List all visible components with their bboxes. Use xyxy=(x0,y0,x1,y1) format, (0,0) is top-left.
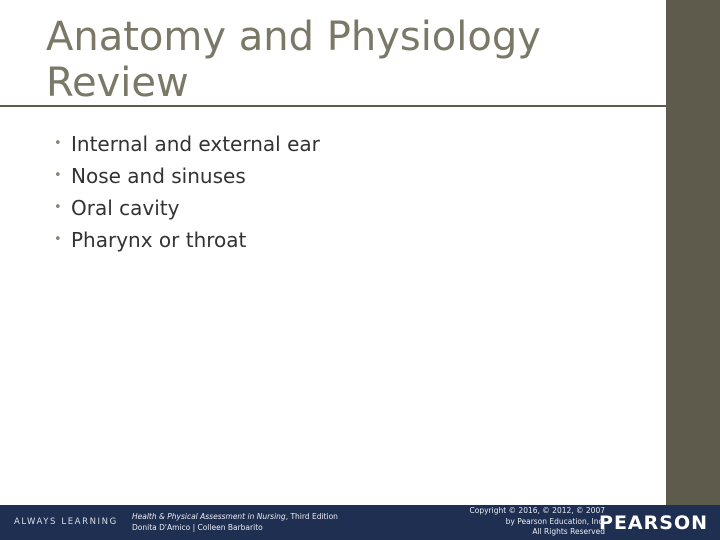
book-title: Health & Physical Assessment in Nursing xyxy=(132,512,286,521)
bullet-text: Nose and sinuses xyxy=(71,164,246,188)
copyright-line-2: by Pearson Education, Inc. xyxy=(505,516,605,526)
pearson-logo: PEARSON xyxy=(599,512,708,534)
footer-bar xyxy=(0,505,720,540)
bullet-list xyxy=(50,128,320,256)
book-authors: Donita D'Amico | Colleen Barbarito xyxy=(132,523,263,532)
copyright-line-1: Copyright © 2016, © 2012, © 2007 xyxy=(469,506,605,515)
bullet-item xyxy=(50,224,320,256)
book-edition: , Third Edition xyxy=(285,512,338,521)
side-accent-bar xyxy=(666,0,720,505)
bullet-icon: • xyxy=(54,200,62,215)
copyright-notice xyxy=(470,506,605,538)
bullet-icon: • xyxy=(54,232,62,247)
copyright-line-3: All Rights Reserved xyxy=(532,527,605,536)
bullet-text: Pharynx or throat xyxy=(71,228,247,252)
book-citation xyxy=(132,511,338,533)
slide-title-line-1: Anatomy and Physiology xyxy=(46,14,541,60)
bullet-item xyxy=(50,128,320,160)
bullet-icon: • xyxy=(54,136,62,151)
bullet-text: Oral cavity xyxy=(71,196,180,220)
slide-title-line-2: Review xyxy=(46,60,189,106)
bullet-item xyxy=(50,192,320,224)
bullet-icon: • xyxy=(54,168,62,183)
slide-title xyxy=(46,14,646,106)
bullet-text: Internal and external ear xyxy=(71,132,320,156)
bullet-item xyxy=(50,160,320,192)
always-learning-tagline: ALWAYS LEARNING xyxy=(14,517,118,527)
